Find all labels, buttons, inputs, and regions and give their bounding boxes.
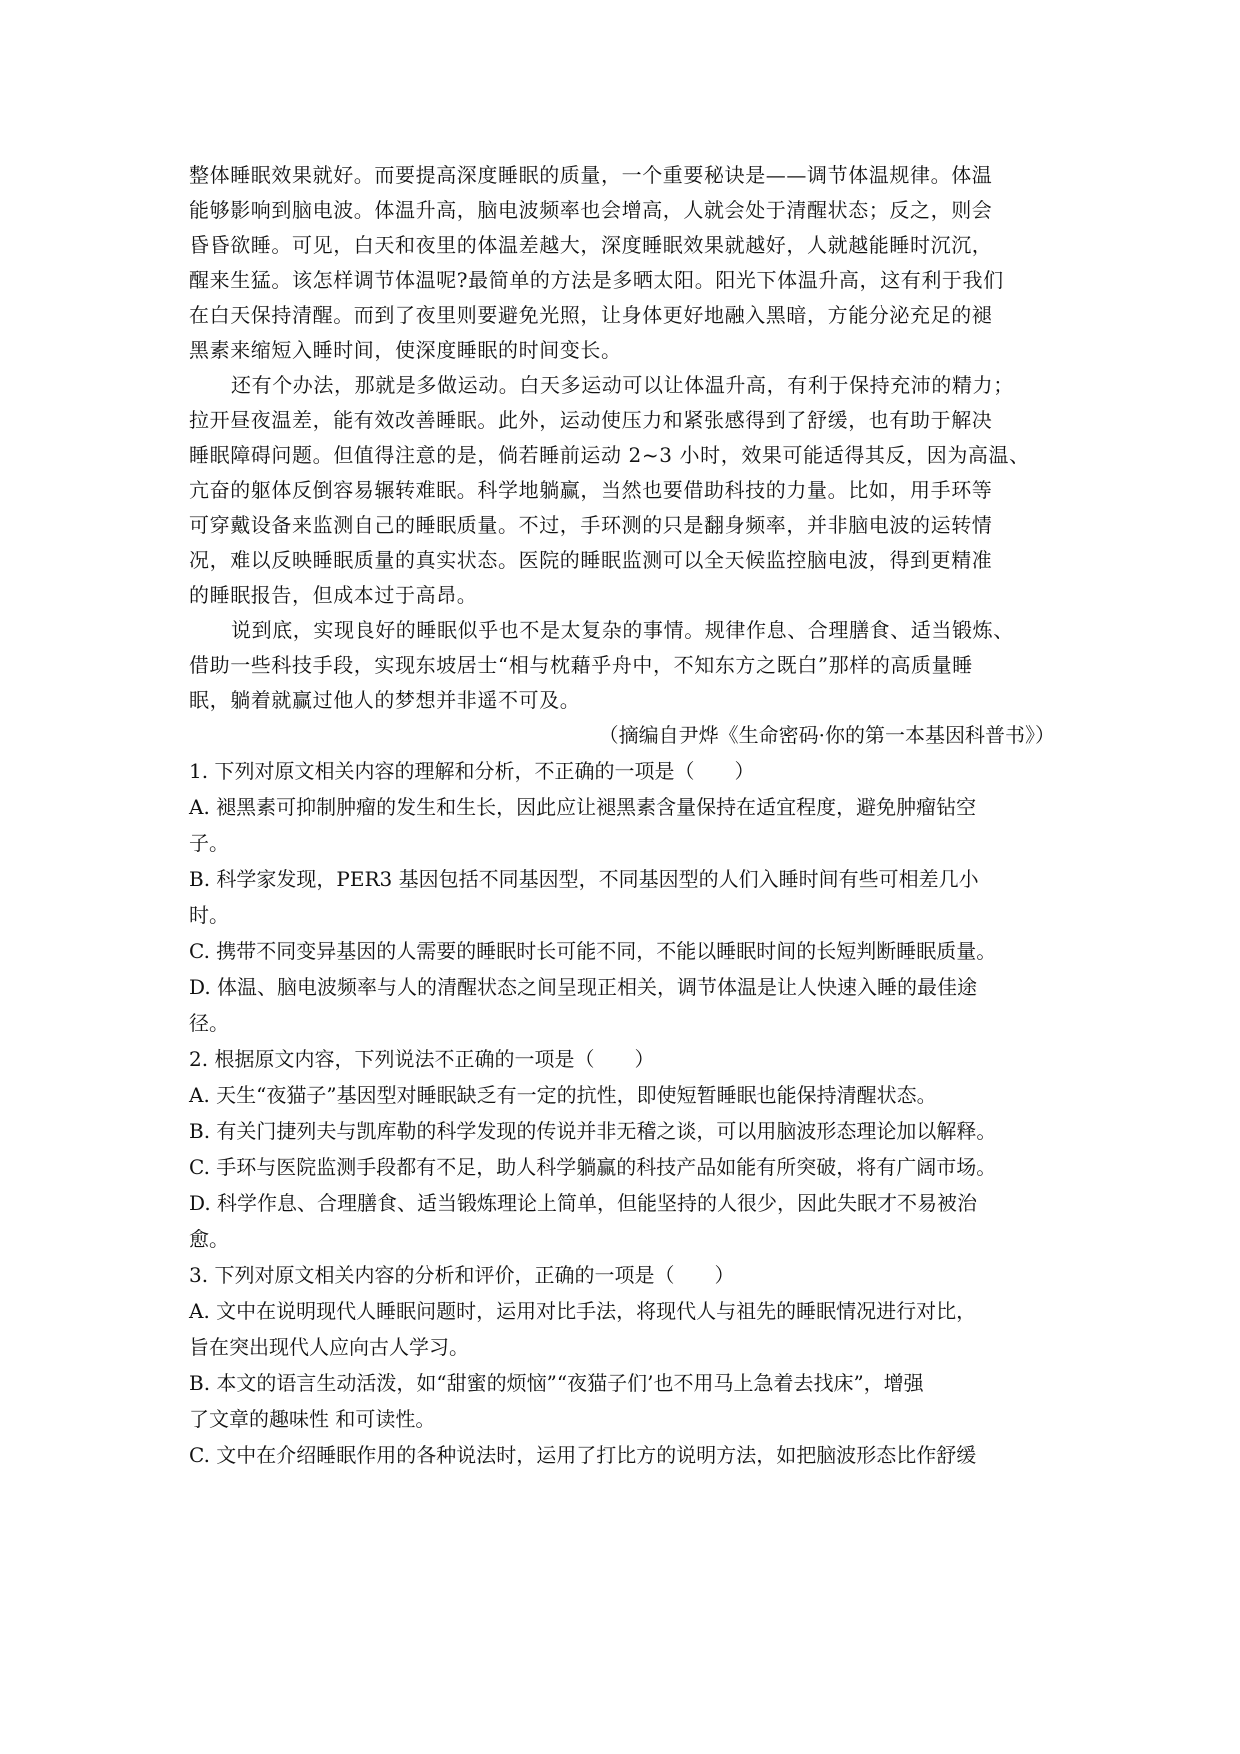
text-line: 可穿戴设备来监测自己的睡眠质量。不过，手环测的只是翻身频率，并非脑电波的运转情 bbox=[189, 513, 993, 537]
text-line: 睡眠障碍问题。但值得注意的是，倘若睡前运动 2~3 小时，效果可能适得其反，因为高温、 bbox=[189, 443, 1030, 467]
option-a-continued: 子。 bbox=[189, 831, 229, 855]
option-a: A. 文中在说明现代人睡眠问题时，运用对比手法，将现代人与祖先的睡眠情况进行对比， bbox=[189, 1299, 977, 1323]
option-a: A. 褪黑素可抑制肿瘤的发生和生长，因此应让褪黑素含量保持在适宜程度，避免肿瘤钻空 bbox=[189, 795, 977, 819]
question-stem: 2. 根据原文内容，下列说法不正确的一项是（ ） bbox=[189, 1047, 655, 1071]
text-line: 还有个办法，那就是多做运动。白天多运动可以让体温升高，有利于保持充沛的精力； bbox=[231, 373, 1014, 397]
article-paragraph-3 bbox=[189, 613, 1057, 718]
text-line: 拉开昼夜温差，能有效改善睡眠。此外，运动使压力和紧张感得到了舒缓，也有助于解决 bbox=[189, 408, 993, 432]
question-stem: 1. 下列对原文相关内容的理解和分析，不正确的一项是（ ） bbox=[189, 759, 755, 783]
option-d-continued: 愈。 bbox=[189, 1227, 229, 1251]
question-1 bbox=[189, 753, 1057, 1041]
text-line: 借助一些科技手段，实现东坡居士“相与枕藉乎舟中，不知东方之既白”那样的高质量睡 bbox=[189, 653, 973, 677]
text-line: 在白天保持清醒。而到了夜里则要避免光照，让身体更好地融入黑暗，方能分泌充足的褪 bbox=[189, 303, 993, 327]
option-a: A. 天生“夜猫子”基因型对睡眠缺乏有一定的抗性，即使短暂睡眠也能保持清醒状态。 bbox=[189, 1083, 937, 1107]
text-line: 说到底，实现良好的睡眠似乎也不是太复杂的事情。规律作息、合理膳食、适当锻炼、 bbox=[231, 618, 1014, 642]
question-2 bbox=[189, 1041, 1057, 1257]
text-line: 醒来生猛。该怎样调节体温呢?最简单的方法是多晒太阳。阳光下体温升高，这有利于我们 bbox=[189, 268, 1004, 292]
option-b-continued: 时。 bbox=[189, 903, 229, 927]
article-paragraph-1 bbox=[189, 158, 1057, 368]
text-line: 黑素来缩短入睡时间，使深度睡眠的时间变长。 bbox=[189, 338, 622, 362]
article-paragraph-2 bbox=[189, 368, 1057, 613]
text-line: 亢奋的躯体反倒容易辗转难眠。科学地躺赢，当然也要借助科技的力量。比如，用手环等 bbox=[189, 478, 993, 502]
option-b: B. 本文的语言生动活泼，如“甜蜜的烦恼”“夜猫子们’也不用马上急着去找床”，增强 bbox=[189, 1371, 924, 1395]
option-b: B. 有关门捷列夫与凯库勒的科学发现的传说并非无稽之谈，可以用脑波形态理论加以解释。 bbox=[189, 1119, 997, 1143]
text-line: 况，难以反映睡眠质量的真实状态。医院的睡眠监测可以全天候监控脑电波，得到更精准 bbox=[189, 548, 993, 572]
question-3 bbox=[189, 1257, 1057, 1473]
text-line: 整体睡眠效果就好。而要提高深度睡眠的质量，一个重要秘诀是——调节体温规律。体温 bbox=[189, 163, 993, 187]
option-a-continued: 旨在突出现代人应向古人学习。 bbox=[189, 1335, 469, 1359]
option-d-continued: 径。 bbox=[189, 1011, 229, 1035]
page-content bbox=[189, 158, 1057, 1473]
option-b-continued: 了文章的趣味性 和可读性。 bbox=[189, 1407, 436, 1431]
option-d: D. 体温、脑电波频率与人的清醒状态之间呈现正相关，调节体温是让人快速入睡的最佳途 bbox=[189, 975, 978, 999]
option-c: C. 文中在介绍睡眠作用的各种说法时，运用了打比方的说明方法，如把脑波形态比作舒缓 bbox=[189, 1443, 977, 1467]
text-line: 能够影响到脑电波。体温升高，脑电波频率也会增高，人就会处于清醒状态；反之，则会 bbox=[189, 198, 993, 222]
article-source: （摘编自尹烨《生命密码·你的第一本基因科普书》） bbox=[598, 723, 1055, 747]
text-line: 昏昏欲睡。可见，白天和夜里的体温差越大，深度睡眠效果就越好，人就越能睡时沉沉， bbox=[189, 233, 993, 257]
option-c: C. 手环与医院监测手段都有不足，助人科学躺赢的科技产品如能有所突破，将有广阔市场。 bbox=[189, 1155, 997, 1179]
option-c: C. 携带不同变异基因的人需要的睡眠时长可能不同，不能以睡眠时间的长短判断睡眠质量。 bbox=[189, 939, 997, 963]
option-d: D. 科学作息、合理膳食、适当锻炼理论上简单，但能坚持的人很少，因此失眠才不易被治 bbox=[189, 1191, 978, 1215]
option-b: B. 科学家发现，PER3 基因包括不同基因型，不同基因型的人们入睡时间有些可相差几小 bbox=[189, 867, 979, 891]
question-stem: 3. 下列对原文相关内容的分析和评价，正确的一项是（ ） bbox=[189, 1263, 735, 1287]
text-line: 眠，躺着就赢过他人的梦想并非遥不可及。 bbox=[189, 688, 581, 712]
text-line: 的睡眠报告，但成本过于高昂。 bbox=[189, 583, 478, 607]
